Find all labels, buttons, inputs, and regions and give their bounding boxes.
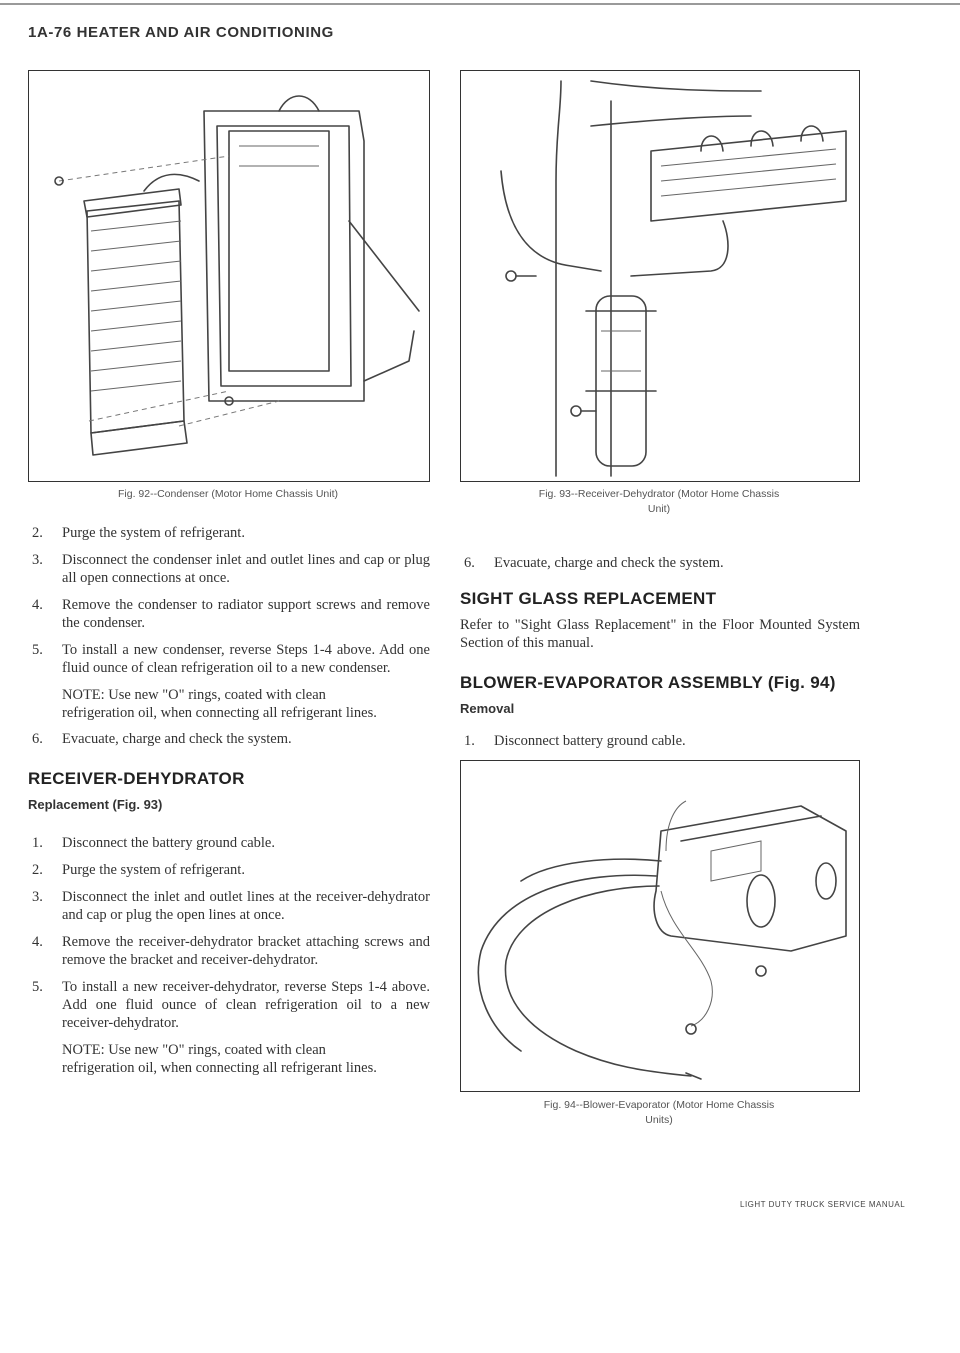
step-number: 1.	[32, 835, 43, 851]
sight-glass-paragraph: Refer to "Sight Glass Replacement" in the Floor Mounted System Section of this manual.	[460, 617, 860, 651]
step-5-install	[28, 641, 430, 677]
blower-evaporator-illustration	[461, 761, 859, 1091]
page-footer: LIGHT DUTY TRUCK SERVICE MANUAL	[740, 1200, 906, 1209]
step-number: 5.	[32, 979, 43, 995]
step-text: Remove the condenser to radiator support screws and remove the condenser.	[62, 597, 430, 631]
figure-93-caption-line2: Unit)	[647, 503, 671, 515]
step-number: 3.	[32, 889, 43, 905]
step-2-purge	[28, 524, 430, 542]
receiver-dehydrator-illustration	[461, 71, 859, 481]
note-o-rings: NOTE: Use new "O" rings, coated with clean refrigeration oil, when connecting all refrigerant lines.	[62, 1042, 377, 1076]
step-text: Disconnect battery ground cable.	[494, 733, 686, 749]
condenser-illustration	[29, 71, 429, 481]
step-text: Evacuate, charge and check the system.	[494, 555, 724, 571]
step-text: Disconnect the inlet and outlet lines at the receiver-dehydrator and cap or plug the open lines at once.	[62, 889, 430, 923]
step-4-remove	[28, 596, 430, 632]
figure-92-condenser	[28, 70, 430, 482]
figure-93-caption	[460, 487, 858, 517]
step-text: Evacuate, charge and check the system.	[62, 731, 292, 747]
step-6-evacuate	[460, 554, 860, 572]
figure-93-caption-line1: Fig. 93--Receiver-Dehydrator (Motor Home Chassis	[538, 488, 780, 500]
subsection-heading-replacement: Replacement (Fig. 93)	[28, 797, 163, 812]
step-text: Purge the system of refrigerant.	[62, 862, 245, 878]
figure-93-receiver-dehydrator	[460, 70, 860, 482]
step-number: 6.	[464, 555, 475, 571]
section-heading-receiver-dehydrator: RECEIVER-DEHYDRATOR	[28, 769, 245, 788]
step-text: Purge the system of refrigerant.	[62, 525, 245, 541]
step-3-disconnect-lines	[28, 888, 430, 924]
section-heading-blower-evaporator: BLOWER-EVAPORATOR ASSEMBLY (Fig. 94)	[460, 673, 836, 692]
step-number: 4.	[32, 597, 43, 613]
figure-94-caption	[460, 1098, 858, 1128]
step-number: 5.	[32, 642, 43, 658]
step-number: 2.	[32, 862, 43, 878]
step-1-disconnect-battery	[460, 732, 860, 750]
step-5-install	[28, 978, 430, 1032]
right-column	[460, 554, 860, 759]
step-number: 6.	[32, 731, 43, 747]
figure-94-caption-line2: Units)	[645, 1114, 673, 1126]
left-column	[28, 524, 430, 1085]
step-number: 4.	[32, 934, 43, 950]
step-text: To install a new receiver-dehydrator, reverse Steps 1-4 above. Add one fluid ounce of clean refrigeration oil to a new receiver-dehydrator.	[62, 979, 430, 1031]
step-4-remove-bracket	[28, 933, 430, 969]
step-text: To install a new condenser, reverse Steps 1-4 above. Add one fluid ounce of clean refrigeration oil to a new condenser.	[62, 642, 430, 676]
step-text: Disconnect the condenser inlet and outlet lines and cap or plug all open connections at once.	[62, 552, 430, 586]
step-2-purge	[28, 861, 430, 879]
step-number: 2.	[32, 525, 43, 541]
step-1-disconnect-battery	[28, 834, 430, 852]
step-text: Disconnect the battery ground cable.	[62, 835, 275, 851]
figure-92-caption	[28, 487, 428, 502]
step-3-disconnect	[28, 551, 430, 587]
step-number: 1.	[464, 733, 475, 749]
figure-94-blower-evaporator	[460, 760, 860, 1092]
section-heading-sight-glass: SIGHT GLASS REPLACEMENT	[460, 589, 717, 608]
figure-92-caption-text: Fig. 92--Condenser (Motor Home Chassis Unit)	[118, 488, 338, 500]
step-text: Remove the receiver-dehydrator bracket attaching screws and remove the bracket and receiver-dehydrator.	[62, 934, 430, 968]
subsection-heading-removal: Removal	[460, 701, 515, 716]
step-number: 3.	[32, 552, 43, 568]
top-rule	[0, 3, 960, 5]
note-o-rings: NOTE: Use new "O" rings, coated with clean refrigeration oil, when connecting all refrigerant lines.	[62, 687, 377, 721]
step-6-evacuate	[28, 730, 430, 748]
figure-94-caption-line1: Fig. 94--Blower-Evaporator (Motor Home Chassis	[543, 1099, 775, 1111]
page-header: 1A-76 HEATER AND AIR CONDITIONING	[28, 24, 334, 41]
